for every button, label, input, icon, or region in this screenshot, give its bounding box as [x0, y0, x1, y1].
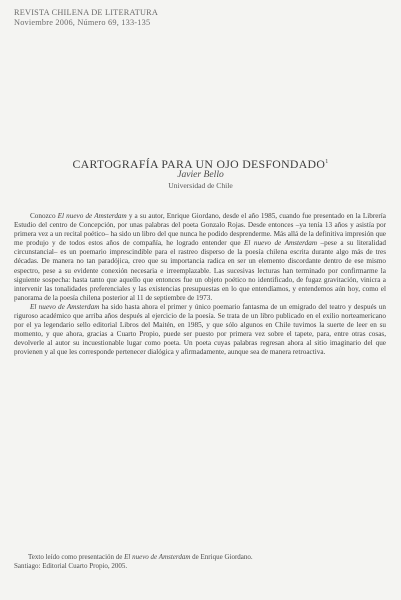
p1-text-c: –pese a su literalidad circunstancial– es un poemario imprescindible para el rastreo disperso de la poesía chilena escrita durante algo más de tres décadas. De manera no tan paradójica, creo que su importancia radica en ser un elemento discordante dentro de ese mismo espectro, pese a su evidente conexión necesaria e irreemplazable. Las sucesivas lecturas han terminado por confirmarme la siguiente sospecha: hasta tanto que aquello que entonces fue un objeto poético no identificado, de fugaz gravitación, vinicra a intervenir las tonalidades preferenciales y las existencias presupuestas en lo que entendíamos, y entendemos aún hoy, como el panorama de la poesía chilena posterior al 11 de septiembre de 1973. [14, 239, 386, 302]
article-title-text: CARTOGRAFÍA PARA UN OJO DESFONDADO [72, 157, 326, 171]
p1-book-title-2: El nuevo de Amsterdam [244, 239, 318, 248]
p1-book-title: El nuevo de Amsterdam [57, 212, 127, 220]
journal-header [14, 8, 158, 28]
p2-book-title: El nuevo de Amsterdam [30, 302, 100, 311]
footnote-line-2: Santiago: Editorial Cuarto Propio, 2005. [14, 562, 128, 570]
footnote-text-a: Texto leído como presentación de [28, 553, 125, 561]
paragraph-2 [14, 303, 386, 358]
p1-text-b: y a su autor, Enrique Giordano, desde el año 1985, cuando fue presentado en la Librería Estudio del centro de Concepción, por unas palabras del poeta Gonzalo Rojas. Desde entonces –ya tenía 13 años y asistía por primera vez a un recital poético– ha sido un libro del que nunca he podido desprenderme. Más allá de la definitiva impresión que me produjo y de todos estos años de compañía, he logrado entender que [14, 212, 386, 248]
footnote [14, 553, 386, 571]
footnote-book-title: El nuevo de Amsterdam [124, 553, 191, 561]
article-body [14, 212, 386, 358]
footnote-line-1 [14, 553, 386, 562]
p2-text-a: ha sido hasta ahora el primer y único poemario fantasma de un emigrado del teatro y después un riguroso académico que arriba años después al ejercicio de la poesía. Se trata de un libro publicado en el exilio norteamericano por el ya legendario sello editorial Libros del Maitén, en 1985, y que sólo algunos en Chile tuvimos la suerte de leer en su momento, y que ahora, gracias a Cuarto Propio, puede ser puesto por primera vez sobre el tapete, para, entre otras cosas, devolverle al autor su incuestionable lugar como poeta. Un poeta cuyas palabras regresan ahora al sitio imaginario del que provienen y al que les corresponde pertenecer dialógica y afirmadamente, aunque sea de manera retroactiva. [14, 302, 386, 357]
author-name: Javier Bello [177, 169, 224, 180]
paragraph-1 [14, 212, 386, 303]
p1-text-a: Conozco [30, 212, 58, 220]
author-affiliation: Universidad de Chile [168, 181, 233, 190]
journal-title: REVISTA CHILENA DE LITERATURA [14, 8, 159, 17]
footnote-text-b: de Enrique Giordano. [190, 553, 253, 561]
footnote-marker: 1 [325, 159, 329, 166]
journal-issue: Noviembre 2006, Número 69, 133-135 [14, 18, 151, 27]
